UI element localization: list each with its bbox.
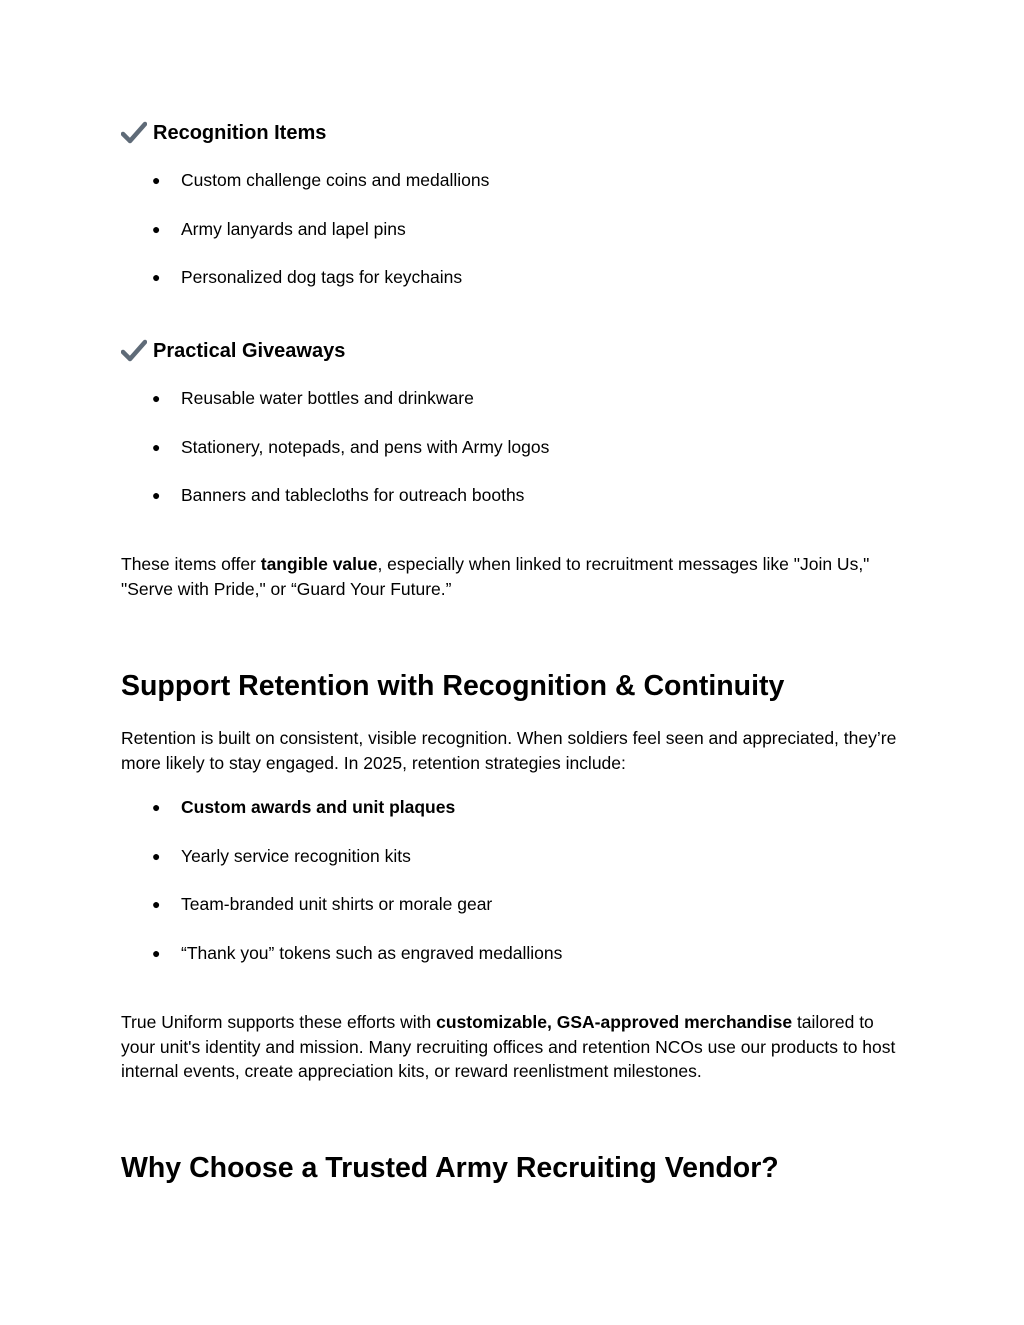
bullet-dot: ●: [152, 799, 161, 815]
bullet-dot: ●: [152, 221, 161, 237]
support-paragraph-suffix: tailored to your unit's identity and mission. Many recruiting offices and retention NCOs use our products to host internal events, create appreciation kits, or reward reenlistment milestones.: [121, 1012, 896, 1081]
check-mark-icon: [121, 120, 147, 146]
vendor-heading: Why Choose a Trusted Army Recruiting Vendor?: [121, 1152, 779, 1184]
bullet-dot: ●: [152, 172, 161, 188]
list-item-text: “Thank you” tokens such as engraved medallions: [181, 943, 563, 963]
retention-intro: Retention is built on consistent, visible recognition. When soldiers feel seen and appreciated, they’re more likely to stay engaged. In 2025, retention strategies include:: [121, 728, 897, 773]
section-heading-recognition-items: [121, 120, 326, 146]
bullet-dot: ●: [152, 848, 161, 864]
list-item-text: Army lanyards and lapel pins: [181, 219, 406, 239]
section-heading-text: Practical Giveaways: [153, 340, 346, 362]
bullet-dot: ●: [152, 945, 161, 961]
bullet-dot: ●: [152, 269, 161, 285]
list-item-text: Reusable water bottles and drinkware: [181, 388, 474, 408]
list-item-text: Banners and tablecloths for outreach booths: [181, 485, 525, 505]
support-paragraph: [121, 1010, 911, 1084]
section-heading-text: Recognition Items: [153, 122, 327, 144]
support-paragraph-prefix: True Uniform supports these efforts with: [121, 1012, 437, 1032]
list-item-text: Custom awards and unit plaques: [181, 797, 456, 817]
list-item-text: Personalized dog tags for keychains: [181, 267, 463, 287]
value-paragraph-prefix: These items offer: [121, 554, 261, 574]
retention-heading: Support Retention with Recognition & Continuity: [121, 670, 785, 702]
check-mark-icon: [121, 338, 147, 364]
support-paragraph-bold: customizable, GSA-approved merchandise: [436, 1012, 793, 1032]
value-paragraph-bold: tangible value: [260, 554, 378, 574]
bullet-dot: ●: [152, 439, 161, 455]
section-heading-practical-giveaways: [121, 338, 345, 364]
value-paragraph-suffix: , especially when linked to recruitment messages like "Join Us," "Serve with Pride," or “Guard Your Future.”: [121, 554, 870, 599]
value-paragraph: [121, 552, 911, 601]
bullet-dot: ●: [152, 896, 161, 912]
bullet-dot: ●: [152, 487, 161, 503]
list-item-text: Custom challenge coins and medallions: [181, 170, 490, 190]
list-item-text: Yearly service recognition kits: [181, 846, 411, 866]
list-item-text: Stationery, notepads, and pens with Army logos: [181, 437, 550, 457]
list-item-text: Team-branded unit shirts or morale gear: [181, 894, 493, 914]
bullet-dot: ●: [152, 390, 161, 406]
